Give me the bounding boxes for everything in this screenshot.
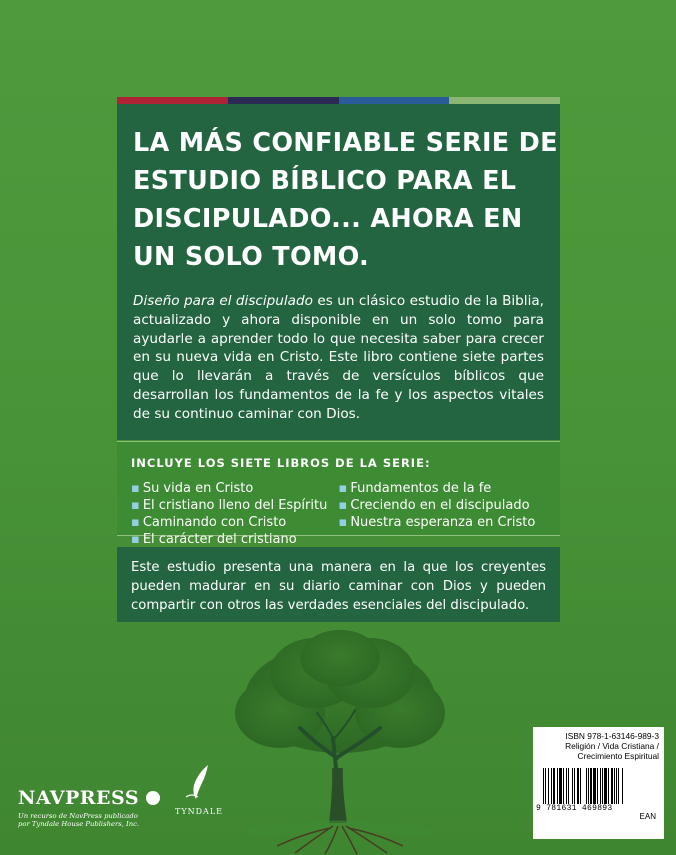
isbn-text: ISBN 978-1-63146-989-3 bbox=[565, 731, 659, 741]
headline-line-4: UN SOLO TOMO. bbox=[133, 242, 370, 272]
tree-illustration bbox=[205, 628, 475, 855]
stripe-navy bbox=[228, 97, 339, 104]
bullet-icon: ▪ bbox=[338, 515, 348, 530]
stripe-red bbox=[117, 97, 228, 104]
headline bbox=[133, 124, 558, 276]
book-item: ▪ Su vida en Cristo bbox=[131, 481, 254, 496]
barcode-bar bbox=[623, 768, 624, 804]
navpress-tagline: Un recurso de NavPress publicado por Tyndale House Publishers, Inc. bbox=[18, 812, 140, 828]
closing-paragraph: Este estudio presenta una manera en la que los creyentes pueden madurar en su diario caminar con Dios y pueden compartir con otros las verdades esenciales del discipulado. bbox=[131, 560, 546, 613]
description-panel bbox=[117, 104, 560, 440]
bullet-icon: ▪ bbox=[131, 515, 140, 530]
books-column-right bbox=[339, 480, 547, 548]
navpress-logo: NAVPRESS bbox=[18, 787, 160, 809]
book-item: ▪ Fundamentos de la fe bbox=[338, 481, 492, 496]
headline-line-2: ESTUDIO BÍBLICO PARA EL bbox=[133, 166, 517, 196]
compass-icon bbox=[146, 791, 160, 805]
book-item: ▪ El cristiano lleno del Espíritu bbox=[131, 498, 328, 513]
book-item: ▪ Nuestra esperanza en Cristo bbox=[338, 515, 536, 530]
series-books-panel bbox=[117, 441, 560, 547]
tyndale-logo: TYNDALE bbox=[175, 807, 223, 816]
headline-line-1: LA MÁS CONFIABLE SERIE DE bbox=[133, 128, 558, 158]
series-heading: INCLUYE LOS SIETE LIBROS DE LA SERIE: bbox=[131, 456, 431, 470]
stripe-blue bbox=[339, 97, 450, 104]
bullet-icon: ▪ bbox=[338, 481, 348, 496]
tyndale-logo-block bbox=[175, 763, 223, 816]
closing-panel bbox=[117, 547, 560, 622]
barcode-digits: 9 781631 469893 bbox=[536, 803, 613, 813]
intro-text: es un clásico estudio de la Biblia, actualizado y ahora disponible en un solo tomo para ayudarle a aprender todo lo que necesita saber para crecer en su nueva vida en Cristo. Este libro contiene siete partes que lo llevarán a través de versículos bíblicos que desarrollan los fundamentos de la fe y los aspectos vitales de su continuo caminar con Dios. bbox=[133, 293, 545, 422]
book-item: ▪ El carácter del cristiano bbox=[131, 532, 297, 547]
books-column-left bbox=[131, 480, 339, 548]
headline-line-3: DISCIPULADO... AHORA EN bbox=[133, 204, 523, 234]
book-item: ▪ Creciendo en el discipulado bbox=[338, 498, 530, 513]
book-title-italic: Diseño para el discipulado bbox=[133, 293, 313, 309]
barcode-bars bbox=[543, 768, 662, 804]
quill-pen-icon bbox=[184, 763, 214, 801]
bullet-icon: ▪ bbox=[131, 498, 140, 513]
barcode-label bbox=[533, 727, 664, 839]
bullet-icon: ▪ bbox=[131, 481, 140, 496]
category-line-1: Religión / Vida Cristiana / bbox=[565, 741, 659, 752]
bullet-icon: ▪ bbox=[131, 532, 140, 547]
ean-label: EAN bbox=[639, 811, 656, 821]
stripe-lightgreen bbox=[449, 97, 560, 104]
book-item: ▪ Caminando con Cristo bbox=[131, 515, 287, 530]
category-line-2: Crecimiento Espiritual bbox=[577, 751, 659, 762]
bullet-icon: ▪ bbox=[338, 498, 348, 513]
color-stripe bbox=[117, 97, 560, 104]
intro-paragraph bbox=[133, 292, 544, 424]
navpress-logo-block bbox=[18, 787, 160, 828]
